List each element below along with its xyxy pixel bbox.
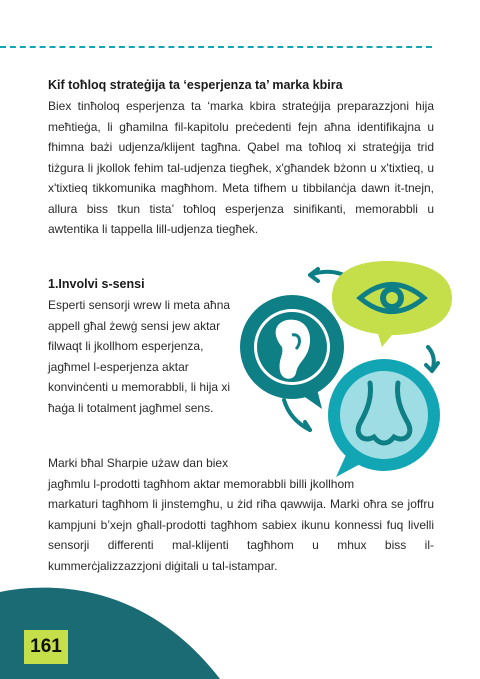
sharpie-paragraph: markaturi tagħhom li jinstemgħu, u żid riħa qawwija. Marki oħra se joffru kampjuni b’xejn għall-prodotti tagħhom sabiex ikunu konnessi fuq livelli sensorji differenti mal-klijenti tagħhom u mhux biss il-kummerċjalizzazzjoni diġitali u tal-istampar.	[48, 497, 434, 573]
section-heading: Kif toħloq strateġija ta ‘esperjenza ta’ marka kbira	[48, 78, 343, 92]
text-line: konvinċenti u memorabbli, li hija xi	[48, 380, 231, 394]
text-line: jagħmlu l-prodotti tagħhom aktar memorabbli billi jkollhom	[48, 476, 355, 491]
ear-icon	[240, 295, 344, 409]
text-line: jagħmel l-esperjenza aktar	[48, 359, 189, 374]
dashed-header-rule	[0, 46, 432, 48]
text-line: ħaġa li totalment jagħmel sens.	[48, 400, 214, 415]
text-line: filwaqt li jkollhom esperjenza,	[48, 339, 204, 353]
senses-illustration	[232, 255, 454, 480]
intro-paragraph: Biex tinħoloq esperjenza ta ‘marka kbira strateġija preparazzjoni hija meħtieġa, li għamilna fil-kapitolu preċedenti fejn aħna identifikajna u fhimna bażi udjenza/klijent tagħna. Qabel ma toħloq xi strateġija trid tiżgura li jkollok fehim tal-udjenza tiegħek, x'għandek bżonn u x'tixtieq, u x'tixtieq tikkomunika magħhom. Meta tifhem u tibbilanċja dawn it-tnejn, allura biss tkun tista’ toħloq esperjenza sinifikanti, memorabbli u awtentika li tappella lill-udjenza tiegħek.	[48, 99, 434, 236]
text-line: appell għal żewġ sensi jew aktar	[48, 318, 221, 333]
page-number: 161	[24, 630, 68, 664]
footer-wave	[0, 570, 480, 679]
intro-section	[48, 76, 434, 240]
text-line: Esperti sensorji wrew li meta aħna	[48, 298, 231, 312]
text-line: Marki bħal Sharpie użaw dan biex	[48, 456, 229, 470]
eye-icon	[332, 261, 452, 347]
senses-heading: 1.Involvi s-sensi	[48, 277, 145, 291]
sharpie-section	[48, 453, 434, 576]
